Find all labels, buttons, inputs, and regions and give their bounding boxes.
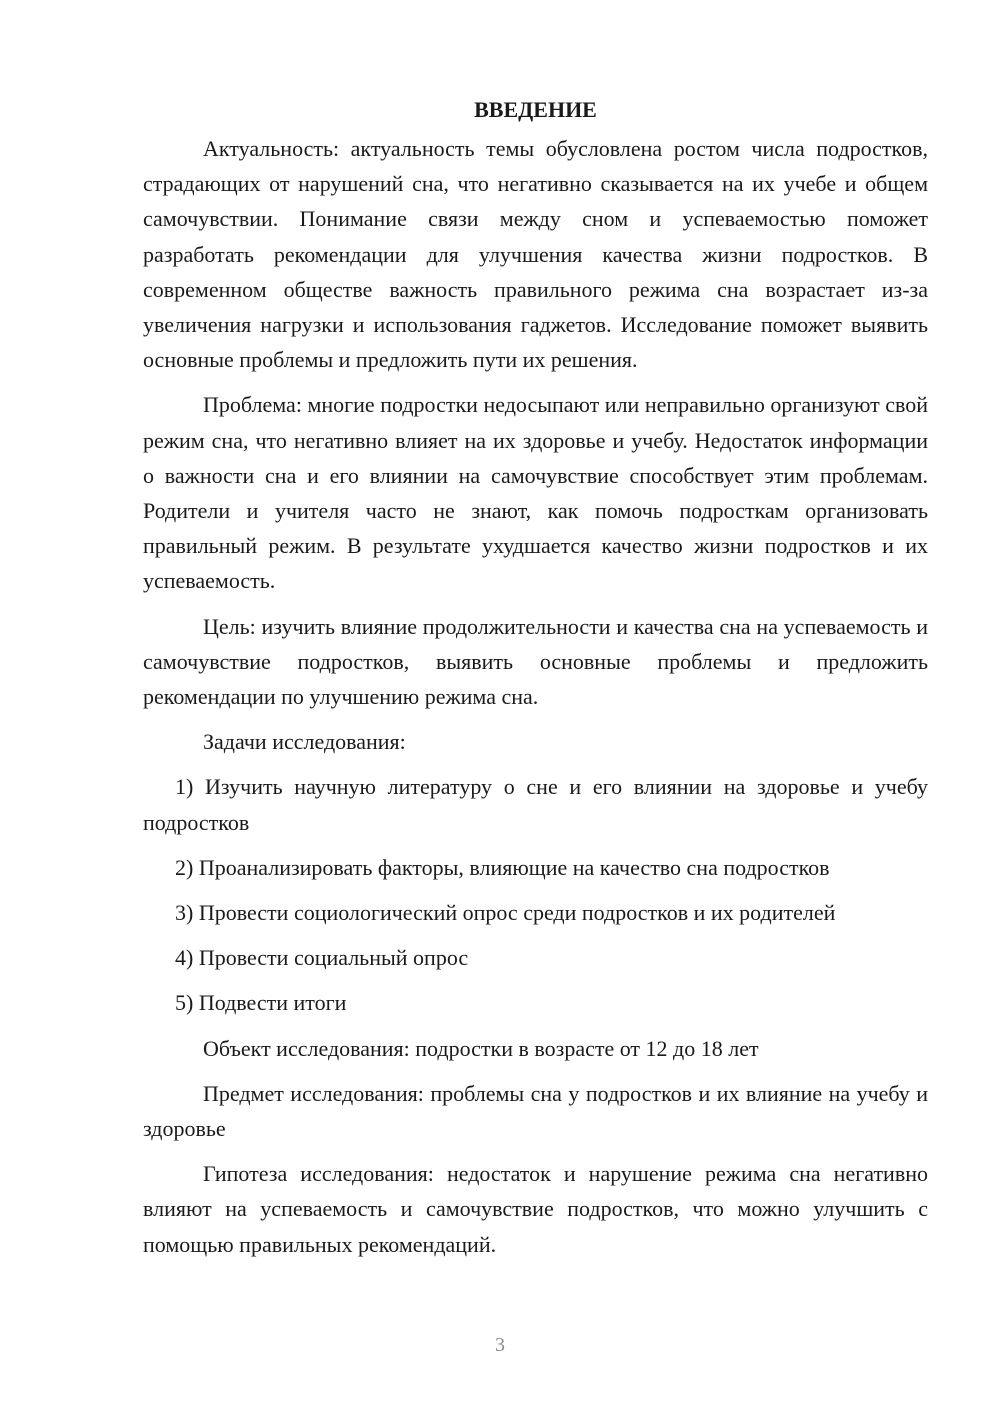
tasks-heading: Задачи исследования:: [203, 729, 406, 755]
task-item-1: 1) Изучить научную литературу о сне и его влиянии на здоровье и учебу подростков: [143, 774, 928, 835]
goal-paragraph: Цель: изучить влияние продолжительности и качества сна на успеваемость и самочувствие подростков, выявить основные проблемы и предложить рекомендации по улучшению режима сна.: [143, 613, 928, 710]
page-number: 3: [495, 1334, 505, 1356]
hypothesis-paragraph: Гипотеза исследования: недостаток и нарушение режима сна негативно влияют на успеваемость и самочувствие подростков, что можно улучшить с помощью правильных рекомендаций.: [143, 1161, 928, 1257]
task-item-2: 2) Проанализировать факторы, влияющие на качество сна подростков: [175, 854, 830, 880]
subject-paragraph: Предмет исследования: проблемы сна у подростков и их влияние на учебу и здоровье: [143, 1080, 928, 1142]
task-item-3: 3) Провести социологический опрос среди подростков и их родителей: [175, 900, 836, 926]
page-title: ВВЕДЕНИЕ: [474, 97, 597, 122]
task-item-5: 5) Подвести итоги: [175, 990, 347, 1016]
document-page: [143, 92, 928, 1272]
task-item-4: 4) Провести социальный опрос: [175, 945, 469, 971]
object-paragraph: Объект исследования: подростки в возрасте от 12 до 18 лет: [203, 1035, 759, 1061]
problem-paragraph: Проблема: многие подростки недосыпают или неправильно организуют свой режим сна, что негативно влияет на их здоровье и учебу. Недостаток информации о важности сна и его влиянии на самочувствие способствует этим проблемам. Родители и учителя часто не знают, как помочь подросткам организовать правильный режим. В результате ухудшается качество жизни подростков и их успеваемость.: [143, 392, 928, 594]
relevance-paragraph: Актуальность: актуальность темы обусловлена ростом числа подростков, страдающих от нарушений сна, что негативно сказывается на их учебе и общем самочувствии. Понимание связи между сном и успеваемостью поможет разработать рекомендации для улучшения качества жизни подростков. В современном обществе важность правильного режима сна возрастает из-за увеличения нагрузки и использования гаджетов. Исследование поможет выявить основные проблемы и предложить пути их решения.: [143, 136, 928, 373]
